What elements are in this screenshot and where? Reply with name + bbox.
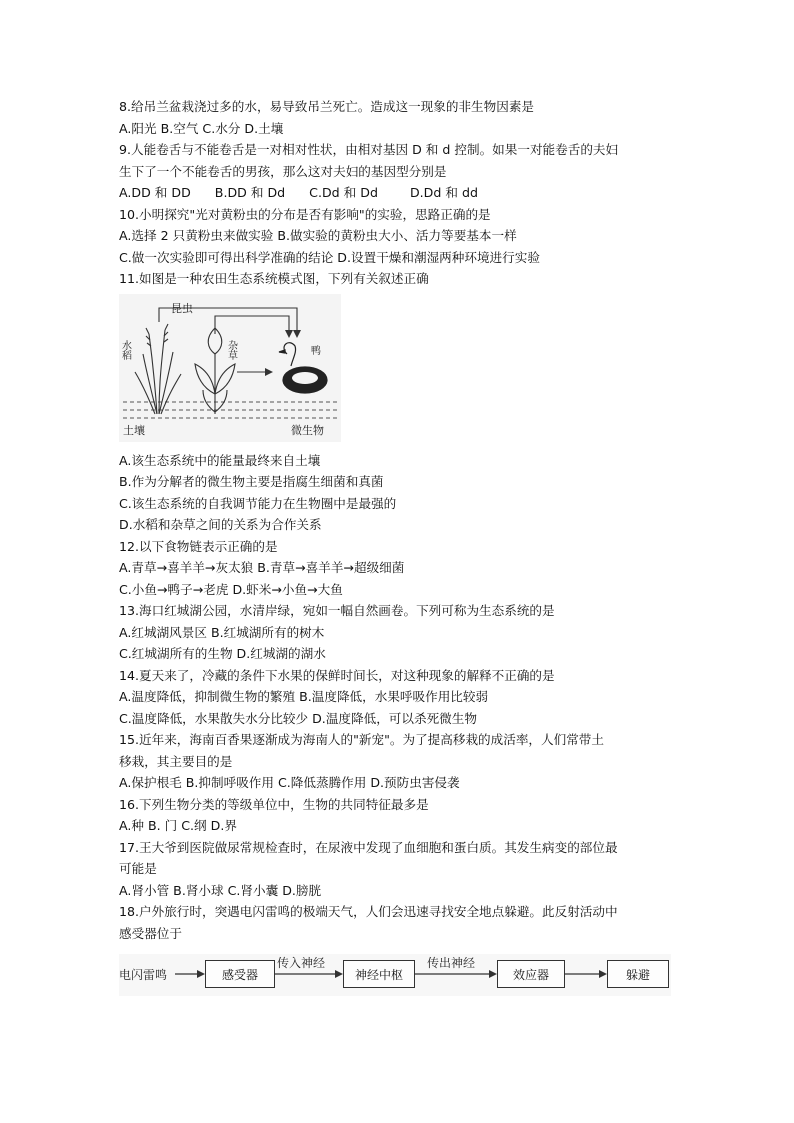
q10-options-1: A.选择 2 只黄粉虫来做实验 B.做实验的黄粉虫大小、活力等要基本一样 <box>119 228 517 243</box>
q17-stem-1: 17.王大爷到医院做尿常规检查时，在尿液中发现了血细胞和蛋白质。其发生病变的部位最 <box>119 839 618 855</box>
q8-options: A.阳光 B.空气 C.水分 D.土壤 <box>119 120 284 136</box>
soil-label: 土壤 <box>123 423 145 437</box>
flow-receptor-box: 感受器 <box>205 960 275 988</box>
reflex-arc-flowchart <box>119 954 671 996</box>
q11-option-b: B.作为分解者的微生物主要是指腐生细菌和真菌 <box>119 474 384 489</box>
q15-options: A.保护根毛 B.抑制呼吸作用 C.降低蒸腾作用 D.预防虫害侵袭 <box>119 775 460 790</box>
q17-options: A.肾小管 B.肾小球 C.肾小囊 D.膀胱 <box>119 882 322 898</box>
q15-stem-2: 移栽，其主要目的是 <box>119 753 233 769</box>
q13-stem: 13.海口红城湖公园，水清岸绿，宛如一幅自然画卷。下列可称为生态系统的是 <box>119 603 555 618</box>
flow-center-box: 神经中枢 <box>343 960 415 988</box>
q10-stem: 10.小明探究"光对黄粉虫的分布是否有影响"的实验，思路正确的是 <box>119 206 491 222</box>
q11-option-d: D.水稻和杂草之间的关系为合作关系 <box>119 517 322 532</box>
q13-options-2: C.红城湖所有的生物 D.红城湖的湖水 <box>119 646 326 661</box>
q14-stem: 14.夏天来了，冷藏的条件下水果的保鲜时间长，对这种现象的解释不正确的是 <box>119 667 555 683</box>
q18-stem-2: 感受器位于 <box>119 925 182 941</box>
flow-stimulus: 电闪雷鸣 <box>119 968 168 982</box>
q11-option-c: C.该生态系统的自我调节能力在生物圈中是最强的 <box>119 495 397 511</box>
q12-options-2: C.小鱼→鸭子→老虎 D.虾米→小鱼→大鱼 <box>119 581 343 597</box>
flow-response-box: 躲避 <box>607 960 669 988</box>
q9-options: A.DD 和 DD B.DD 和 Dd C.Dd 和 Dd D.Dd 和 dd <box>119 185 478 200</box>
rice-label: 水稻 <box>119 339 131 360</box>
q12-stem: 12.以下食物链表示正确的是 <box>119 538 278 554</box>
q9-stem-2: 生下了一个不能卷舌的男孩，那么这对夫妇的基因型分别是 <box>119 163 447 179</box>
q8-stem: 8.给吊兰盆栽浇过多的水，易导致吊兰死亡。造成这一现象的非生物因素是 <box>119 99 535 114</box>
q9-stem-1: 9.人能卷舌与不能卷舌是一对相对性状，由相对基因 D 和 d 控制。如果一对能卷舌的夫妇 <box>119 142 619 157</box>
q16-stem: 16.下列生物分类的等级单位中，生物的共同特征最多是 <box>119 796 429 812</box>
q13-options-1: A.红城湖风景区 B.红城湖所有的树木 <box>119 624 325 640</box>
farmland-ecosystem-figure <box>119 294 341 442</box>
q11-stem: 11.如图是一种农田生态系统模式图，下列有关叙述正确 <box>119 271 429 286</box>
q12-options-1: A.青草→喜羊羊→灰太狼 B.青草→喜羊羊→超级细菌 <box>119 560 405 575</box>
weed-label: 杂草 <box>225 339 237 360</box>
q10-options-2: C.做一次实验即可得出科学准确的结论 D.设置干燥和潮湿两种环境进行实验 <box>119 249 540 265</box>
q11-option-a: A.该生态系统中的能量最终来自土壤 <box>119 452 321 468</box>
exam-page <box>119 96 679 996</box>
flow-afferent: 传入神经 <box>277 956 326 970</box>
insect-label: 昆虫 <box>171 301 193 315</box>
q16-options: A.种 B. 门 C.纲 D.界 <box>119 818 237 833</box>
duck-label: 鸭 <box>311 345 321 357</box>
q14-options-2: C.温度降低，水果散失水分比较少 D.温度降低，可以杀死微生物 <box>119 710 477 726</box>
microbe-label: 微生物 <box>291 423 324 437</box>
q15-stem-1: 15.近年来，海南百香果逐渐成为海南人的"新宠"。为了提高移栽的成活率，人们常带土 <box>119 732 604 747</box>
flow-effector-box: 效应器 <box>497 960 565 988</box>
q18-stem-1: 18.户外旅行时，突遇电闪雷鸣的极端天气，人们会迅速寻找安全地点躲避。此反射活动中 <box>119 904 618 919</box>
flow-efferent: 传出神经 <box>427 956 476 970</box>
q14-options-1: A.温度降低，抑制微生物的繁殖 B.温度降低，水果呼吸作用比较弱 <box>119 689 489 704</box>
q17-stem-2: 可能是 <box>119 861 157 876</box>
